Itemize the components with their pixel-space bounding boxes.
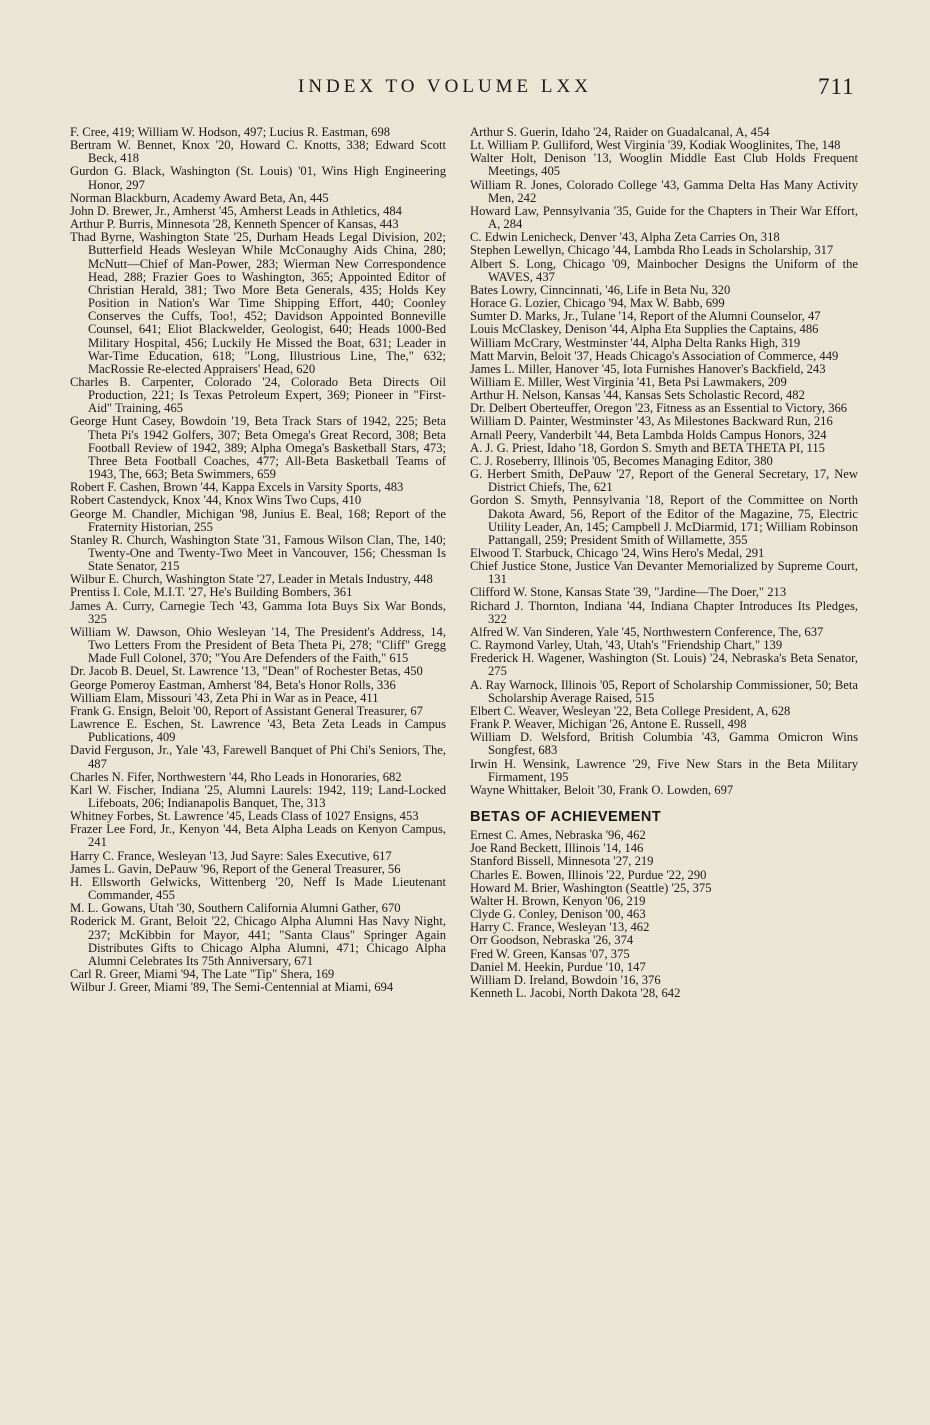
achievement-entry: Howard M. Brier, Washington (Seattle) '25, 375 <box>470 880 712 895</box>
index-entry: Whitney Forbes, St. Lawrence '45, Leads Class of 1027 Ensigns, 453 <box>70 809 419 824</box>
index-entries-right <box>470 126 858 797</box>
achievement-entry: Charles E. Bowen, Illinois '22, Purdue '22, 290 <box>470 867 707 882</box>
index-entry: Dr. Delbert Oberteuffer, Oregon '23, Fitness as an Essential to Victory, 366 <box>470 401 848 416</box>
index-entry: A. Ray Warnock, Illinois '05, Report of Scholarship Commissioner, 50; Beta Scholarship Average Raised, 515 <box>470 677 858 705</box>
index-entry: William D. Welsford, British Columbia '43, Gamma Omicron Wins Songfest, 683 <box>470 730 858 758</box>
index-entry: Bates Lowry, Cinncinnati, '46, Life in Beta Nu, 320 <box>470 282 731 297</box>
achievement-list <box>470 829 858 1000</box>
index-entry: Irwin H. Wensink, Lawrence '29, Five New Stars in the Beta Military Firmament, 195 <box>470 756 858 784</box>
index-entry: Elbert C. Weaver, Wesleyan '22, Beta College President, A, 628 <box>470 703 791 718</box>
index-entry: Karl W. Fischer, Indiana '25, Alumni Laurels: 1942, 119; Land-Locked Lifeboats, 206; Indianapolis Banquet, The, 313 <box>70 782 446 810</box>
index-entry: Howard Law, Pennsylvania '35, Guide for the Chapters in Their War Effort, A, 284 <box>470 203 858 232</box>
index-entry: Dr. Jacob B. Deuel, St. Lawrence '13, "Dean" of Rochester Betas, 450 <box>70 664 423 679</box>
index-entry: George Pomeroy Eastman, Amherst '84, Beta's Honor Rolls, 336 <box>70 677 396 692</box>
achievement-entry: William D. Ireland, Bowdoin '16, 376 <box>470 972 661 987</box>
index-entry: Frank P. Weaver, Michigan '26, Antone E. Russell, 498 <box>470 717 747 732</box>
index-entry: Bertram W. Bennet, Knox '20, Howard C. Knotts, 338; Edward Scott Beck, 418 <box>70 138 446 166</box>
index-entry: Clifford W. Stone, Kansas State '39, "Jardine—The Doer," 213 <box>470 585 787 600</box>
index-entry: F. Cree, 419; William W. Hodson, 497; Lucius R. Eastman, 698 <box>70 125 391 139</box>
index-entry: A. J. G. Priest, Idaho '18, Gordon S. Smyth and BETA THETA PI, 115 <box>470 440 825 455</box>
index-entry: Thad Byrne, Washington State '25, Durham Heads Legal Division, 202; Butterfield Heads Wesleyan While McConaughy Aids China, 280; McNutt—Chief of Man-Power, 283; Wierman New Correspondence Head, 288; Frazier Goes to Washington, 365; Appointed Editor of Christian Herald, 381; Two More Beta Generals, 435; Holds Key Position in Nation's War Time Shipping Effort, 440; Coonley Conserves the Cuffs, Too!, 452; Davidson Appointed Bonneville Counsel, 641; Eliot Blackwelder, Geologist, 640; Heads 1000-Bed Military Hospital, 456; Luckily He Missed the Boat, 631; Leader in War-Time Education, 618; "Long, Illustrious Line, The," 632; MacRossie Re-elected Appraisers' Head, 620 <box>70 230 446 376</box>
achievement-entry: Fred W. Green, Kansas '07, 375 <box>470 946 630 961</box>
index-entry: Arnall Peery, Vanderbilt '44, Beta Lambda Holds Campus Honors, 324 <box>470 427 827 442</box>
index-entry: Wilbur E. Church, Washington State '27, Leader in Metals Industry, 448 <box>70 572 433 587</box>
index-entry: George M. Chandler, Michigan '98, Junius E. Beal, 168; Report of the Fraternity Historian, 255 <box>70 506 446 534</box>
index-entry: James A. Curry, Carnegie Tech '43, Gamma Iota Buys Six War Bonds, 325 <box>70 598 446 626</box>
index-entry: William W. Dawson, Ohio Wesleyan '14, The President's Address, 14, Two Letters From the President of Beta Theta Pi, 278; "Cliff" Gregg Made Full Colonel, 370; "You Are Defenders of the Faith," 615 <box>70 624 446 666</box>
index-entry: Gurdon G. Black, Washington (St. Louis) '01, Wins High Engineering Honor, 297 <box>70 164 446 192</box>
index-entry: David Ferguson, Jr., Yale '43, Farewell Banquet of Phi Chi's Seniors, The, 487 <box>70 743 446 771</box>
achievement-entry: Kenneth L. Jacobi, North Dakota '28, 642 <box>470 986 681 1000</box>
achievement-entry: Harry C. France, Wesleyan '13, 462 <box>470 920 650 935</box>
index-entry: Frazer Lee Ford, Jr., Kenyon '44, Beta Alpha Leads on Kenyon Campus, 241 <box>70 822 446 850</box>
index-entry: Charles B. Carpenter, Colorado '24, Colorado Beta Directs Oil Production, 221; Is Texas Petroleum Expert, 369; Pioneer in "First-Aid" Training, 465 <box>70 374 446 416</box>
index-entry: Frederick H. Wagener, Washington (St. Louis) '24, Nebraska's Beta Senator, 275 <box>470 651 858 679</box>
index-entry: Arthur H. Nelson, Kansas '44, Kansas Sets Scholastic Record, 482 <box>470 388 805 403</box>
index-column-left <box>70 126 446 994</box>
index-entry: James L. Miller, Hanover '45, Iota Furnishes Hanover's Backfield, 243 <box>470 361 826 376</box>
index-entry: Frank G. Ensign, Beloit '00, Report of Assistant General Treasurer, 67 <box>70 703 423 718</box>
achievement-entry: Walter H. Brown, Kenyon '06, 219 <box>470 893 646 908</box>
index-entry: Matt Marvin, Beloit '37, Heads Chicago's Association of Commerce, 449 <box>470 348 839 363</box>
index-entry: Stephen Lewellyn, Chicago '44, Lambda Rho Leads in Scholarship, 317 <box>470 243 834 258</box>
index-entry: Chief Justice Stone, Justice Van Devanter Memorialized by Supreme Court, 131 <box>470 559 858 587</box>
index-entry: Charles N. Fifer, Northwestern '44, Rho Leads in Honoraries, 682 <box>70 769 402 784</box>
index-entry: Carl R. Greer, Miami '94, The Late "Tip" Shera, 169 <box>70 967 335 981</box>
index-entry: M. L. Gowans, Utah '30, Southern California Alumni Gather, 670 <box>70 901 401 916</box>
index-entry: Stanley R. Church, Washington State '31, Famous Wilson Clan, The, 140; Twenty-One and Twenty-Two Meet in Vancouver, 156; Chessman Is State Senator, 215 <box>70 532 446 574</box>
index-entry: William McCrary, Westminster '44, Alpha Delta Ranks High, 319 <box>470 335 801 350</box>
index-entry: Wilbur J. Greer, Miami '89, The Semi-Centennial at Miami, 694 <box>70 980 394 995</box>
index-entry: C. J. Roseberry, Illinois '05, Becomes Managing Editor, 380 <box>470 453 773 468</box>
achievement-entry: Joe Rand Beckett, Illinois '14, 146 <box>470 841 644 856</box>
achievement-entry: Orr Goodson, Nebraska '26, 374 <box>470 933 634 948</box>
index-entry: Richard J. Thornton, Indiana '44, Indiana Chapter Introduces Its Pledges, 322 <box>470 598 858 626</box>
index-entry: Robert Castendyck, Knox '44, Knox Wins Two Cups, 410 <box>70 493 362 508</box>
index-entry: John D. Brewer, Jr., Amherst '45, Amherst Leads in Athletics, 484 <box>70 203 402 218</box>
index-entry: Albert S. Long, Chicago '09, Mainbocher Designs the Uniform of the WAVES, 437 <box>470 256 858 284</box>
index-entry: Gordon S. Smyth, Pennsylvania '18, Report of the Committee on North Dakota Award, 56, Report of the Editor of the Magazine, 75, Electric Utility Leader, An, 145; Campbell J. McDiarmid, 171; William Robinson Pattangall, 259; President Smith of Willamette, 355 <box>470 493 858 547</box>
index-entry: William R. Jones, Colorado College '43, Gamma Delta Has Many Activity Men, 242 <box>470 177 858 205</box>
index-entry: Prentiss I. Cole, M.I.T. '27, He's Building Bombers, 361 <box>70 585 353 600</box>
index-entry: Robert F. Cashen, Brown '44, Kappa Excels in Varsity Sports, 483 <box>70 480 404 495</box>
achievement-entry: Ernest C. Ames, Nebraska '96, 462 <box>470 828 646 843</box>
index-entry: Alfred W. Van Sinderen, Yale '45, Northwestern Conference, The, 637 <box>470 624 824 639</box>
index-entry: William Elam, Missouri '43, Zeta Phi in War as in Peace, 411 <box>70 690 379 705</box>
page-number: 711 <box>818 74 855 99</box>
index-entry: Walter Holt, Denison '13, Wooglin Middle East Club Holds Frequent Meetings, 405 <box>470 151 858 179</box>
index-entry: William E. Miller, West Virginia '41, Beta Psi Lawmakers, 209 <box>470 374 787 389</box>
index-entry: Norman Blackburn, Academy Award Beta, An, 445 <box>70 190 329 205</box>
index-entry: Sumter D. Marks, Jr., Tulane '14, Report of the Alumni Counselor, 47 <box>470 309 821 324</box>
index-entry: James L. Gavin, DePauw '96, Report of the General Treasurer, 56 <box>70 861 401 876</box>
achievement-entry: Stanford Bissell, Minnesota '27, 219 <box>470 854 654 869</box>
index-entry: Roderick M. Grant, Beloit '22, Chicago Alpha Alumni Has Navy Night, 237; McKibbin for Mayor, 441; "Santa Claus" Springer Again Distributes Gifts to Chicago Alpha Alumni, 471; Chicago Alpha Alumni Celebrates Its 75th Anniversary, 671 <box>70 914 446 968</box>
index-entry: Elwood T. Starbuck, Chicago '24, Wins Hero's Medal, 291 <box>470 546 765 560</box>
index-entry: William D. Painter, Westminster '43, As Milestones Backward Run, 216 <box>470 414 833 429</box>
index-entry: George Hunt Casey, Bowdoin '19, Beta Track Stars of 1942, 225; Beta Theta Pi's 1942 Golfers, 307; Beta Omega's Great Record, 308; Beta Football Review of 1942, 389; Alpha Omega's Basketball Stars, 473; Three Beta Football Coaches, 477; All-Beta Basketball Teams of 1943, The, 663; Beta Swimmers, 659 <box>70 414 446 482</box>
index-entry: Horace G. Lozier, Chicago '94, Max W. Babb, 699 <box>470 296 725 311</box>
index-entry: Lt. William P. Gulliford, West Virginia '39, Kodiak Wooglinites, The, 148 <box>470 138 841 153</box>
index-entry: H. Ellsworth Gelwicks, Wittenberg '20, Neff Is Made Lieutenant Commander, 455 <box>70 874 446 903</box>
page-header <box>0 74 930 110</box>
index-entry: Arthur S. Guerin, Idaho '24, Raider on Guadalcanal, A, 454 <box>470 125 770 139</box>
achievement-entry: Daniel M. Heekin, Purdue '10, 147 <box>470 959 646 974</box>
index-entry: C. Edwin Lenicheck, Denver '43, Alpha Zeta Carries On, 318 <box>470 230 780 245</box>
index-entry: Arthur P. Burris, Minnesota '28, Kenneth Spencer of Kansas, 443 <box>70 217 399 232</box>
index-entry: Harry C. France, Wesleyan '13, Jud Sayre: Sales Executive, 617 <box>70 848 392 863</box>
section-heading-betas-of-achievement: BETAS OF ACHIEVEMENT <box>470 808 662 825</box>
index-entry: Lawrence E. Eschen, St. Lawrence '43, Beta Zeta Leads in Campus Publications, 409 <box>70 717 446 745</box>
index-entry: Louis McClaskey, Denison '44, Alpha Eta Supplies the Captains, 486 <box>470 322 819 337</box>
index-column-right <box>470 126 858 1000</box>
achievement-entry: Clyde G. Conley, Denison '00, 463 <box>470 907 646 922</box>
index-entry: Wayne Whittaker, Beloit '30, Frank O. Lowden, 697 <box>470 782 734 797</box>
index-entry: C. Raymond Varley, Utah, '43, Utah's "Friendship Chart," 139 <box>470 638 783 653</box>
index-entry: G. Herbert Smith, DePauw '27, Report of the General Secretary, 17, New District Chiefs, The, 621 <box>470 467 858 495</box>
running-title: INDEX TO VOLUME LXX <box>298 76 592 97</box>
